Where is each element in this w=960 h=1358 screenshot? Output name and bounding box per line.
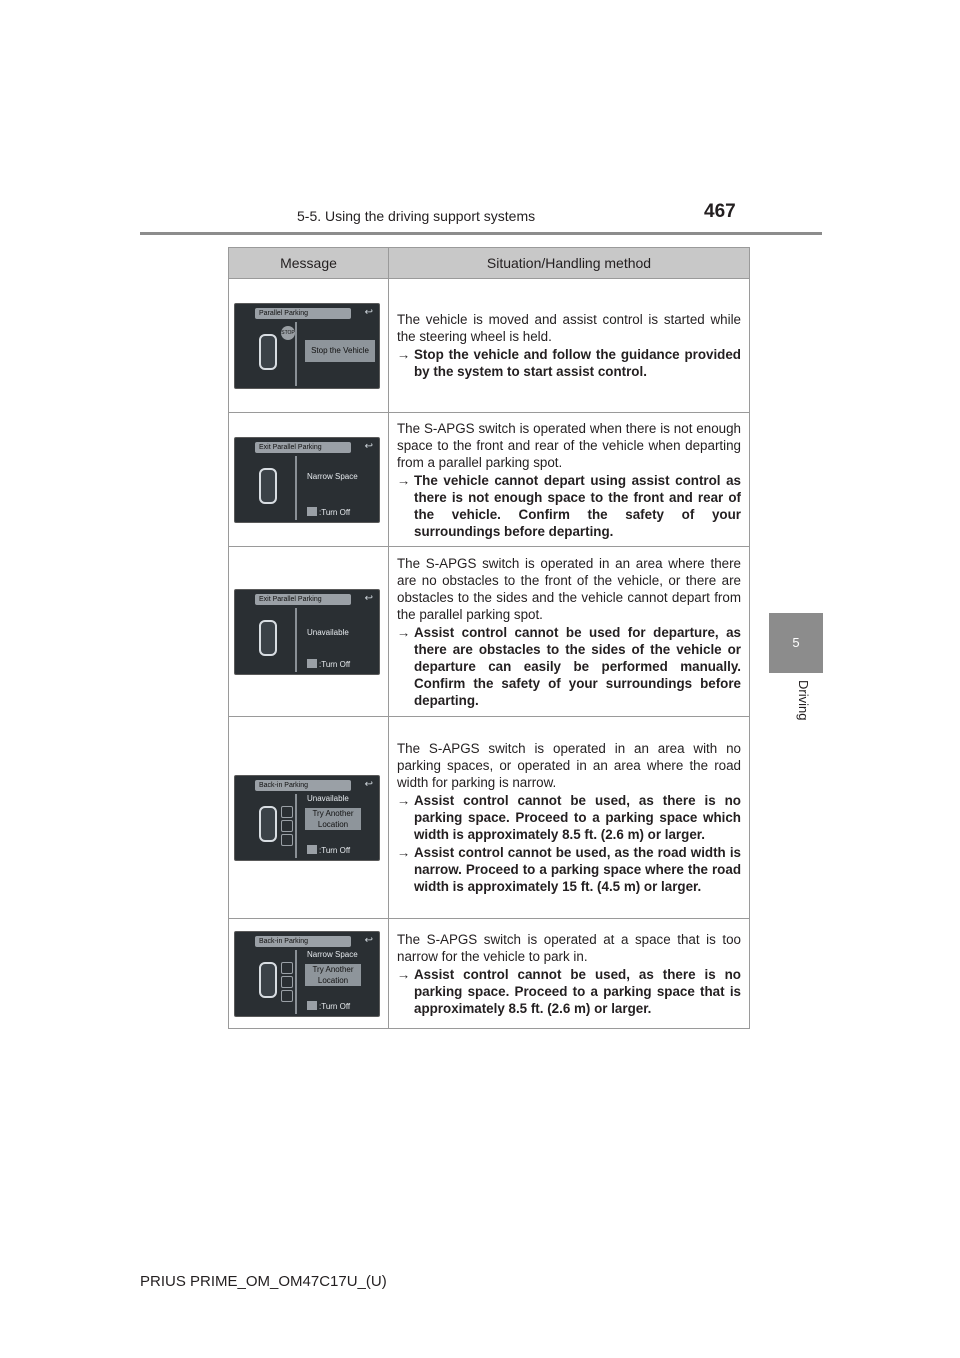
table-row <box>229 717 750 919</box>
handling-action: → Assist control cannot be used, as there is no parking space. Proceed to a parking space which width is approximately 8.5 ft. (2.6 m) or larger. <box>397 793 741 842</box>
back-arrow-icon: ↩ <box>364 440 373 452</box>
car-icon <box>259 620 277 656</box>
back-arrow-icon: ↩ <box>364 934 373 946</box>
screen-status-text: Unavailable <box>307 793 349 803</box>
switch-icon <box>307 1001 317 1010</box>
message-screen-cell <box>229 919 389 1029</box>
screen-status-text: Unavailable <box>307 627 349 637</box>
display-screen-image <box>234 775 380 861</box>
screen-turn-off-text: :Turn Off <box>319 1001 351 1011</box>
handling-action: → Assist control cannot be used for departure, as there are obstacles to the sides of the vehicle or departure can easily be performed manually. Confirm the safety of your surroundings before departing. <box>397 624 741 708</box>
document-footer: PRIUS PRIME_OM_OM47C17U_(U) <box>140 1273 387 1290</box>
display-screen-image <box>234 931 380 1017</box>
message-screen-cell <box>229 547 389 717</box>
section-title: 5-5. Using the driving support systems <box>297 208 536 224</box>
arrow-icon: → <box>397 845 411 860</box>
page-number: 467 <box>704 201 736 222</box>
handling-action: → The vehicle cannot depart using assist control as there is not enough space to the front and rear of the vehicle. Confirm the safety of your surroundings before departing. <box>397 472 741 539</box>
screen-divider <box>295 322 297 386</box>
handling-action: → Stop the vehicle and follow the guidance provided by the system to start assist control. <box>397 347 741 379</box>
arrow-icon: → <box>397 347 411 362</box>
handling-action: → Assist control cannot be used, as the road width is narrow. Proceed to a parking space where the road width is approximately 15 ft. (4.5 m) or larger. <box>397 845 741 894</box>
situation-cell <box>389 919 750 1029</box>
situation-description: The vehicle is moved and assist control is started while the steering wheel is held. <box>397 312 741 344</box>
screen-turn-off-text: :Turn Off <box>319 845 351 855</box>
situation-cell <box>389 547 750 717</box>
message-table <box>228 247 750 1029</box>
car-icon <box>259 334 277 370</box>
switch-icon <box>307 659 317 668</box>
display-screen-image <box>234 437 380 523</box>
situation-description: The S-APGS switch is operated when there is not enough space to the front and rear of the vehicle when departing from a parallel parking spot. <box>397 420 741 470</box>
situation-description: The S-APGS switch is operated in an area where there are no obstacles to the front of the vehicle, or there are obstacles to the sides and the vehicle cannot depart from the parallel parking spot. <box>397 555 741 622</box>
situation-description: The S-APGS switch is operated at a space that is too narrow for the vehicle to park in. <box>397 931 741 964</box>
handling-action: → Assist control cannot be used, as there is no parking space. Proceed to a parking space that is approximately 8.5 ft. (2.6 m) or larger. <box>397 966 741 1016</box>
parking-slot-icon <box>281 820 293 832</box>
chapter-tab-label: Driving <box>796 680 811 721</box>
screen-title: Exit Parallel Parking <box>255 442 351 453</box>
stop-badge: STOP <box>281 326 295 340</box>
screen-turn-off-text: :Turn Off <box>319 659 351 669</box>
parking-slot-icon <box>281 806 293 818</box>
screen-title: Exit Parallel Parking <box>255 594 351 605</box>
screen-highlight-text: Try Another Location <box>305 964 361 986</box>
table-row <box>229 547 750 717</box>
table-row <box>229 413 750 547</box>
screen-turn-off-text: :Turn Off <box>319 507 351 517</box>
arrow-icon: → <box>397 472 411 488</box>
column-header-situation: Situation/Handling method <box>389 248 750 279</box>
switch-icon <box>307 845 317 854</box>
table-row <box>229 279 750 413</box>
message-screen-cell <box>229 413 389 547</box>
screen-title: Parallel Parking <box>255 308 351 319</box>
situation-cell <box>389 717 750 919</box>
back-arrow-icon: ↩ <box>364 592 373 604</box>
chapter-tab[interactable]: 5 <box>769 613 823 673</box>
situation-cell <box>389 279 750 413</box>
back-arrow-icon: ↩ <box>364 778 373 790</box>
screen-divider <box>295 608 297 672</box>
message-screen-cell <box>229 279 389 413</box>
parking-slot-icon <box>281 962 293 974</box>
screen-status-text: Narrow Space <box>307 471 358 481</box>
display-screen-image <box>234 303 380 389</box>
situation-cell <box>389 413 750 547</box>
header-rule <box>140 232 822 235</box>
screen-divider <box>295 456 297 520</box>
screen-divider <box>295 794 297 858</box>
screen-divider <box>295 950 297 1014</box>
car-icon <box>259 468 277 504</box>
switch-icon <box>307 507 317 516</box>
car-icon <box>259 806 277 842</box>
screen-title: Back-in Parking <box>255 780 351 791</box>
screen-highlight-text: Try Another Location <box>305 808 361 830</box>
arrow-icon: → <box>397 793 411 808</box>
arrow-icon: → <box>397 966 411 982</box>
situation-description: The S-APGS switch is operated in an area with no parking spaces, or operated in an area where the road width for parking is narrow. <box>397 741 741 790</box>
column-header-message: Message <box>229 248 389 279</box>
back-arrow-icon: ↩ <box>364 306 373 318</box>
parking-slot-icon <box>281 990 293 1002</box>
table-row <box>229 919 750 1029</box>
message-screen-cell <box>229 717 389 919</box>
display-screen-image <box>234 589 380 675</box>
parking-slot-icon <box>281 834 293 846</box>
car-icon <box>259 962 277 998</box>
screen-status-text: Narrow Space <box>307 949 358 959</box>
parking-slot-icon <box>281 976 293 988</box>
arrow-icon: → <box>397 624 411 640</box>
screen-highlight-text: Stop the Vehicle <box>305 340 375 362</box>
screen-title: Back-in Parking <box>255 936 351 947</box>
